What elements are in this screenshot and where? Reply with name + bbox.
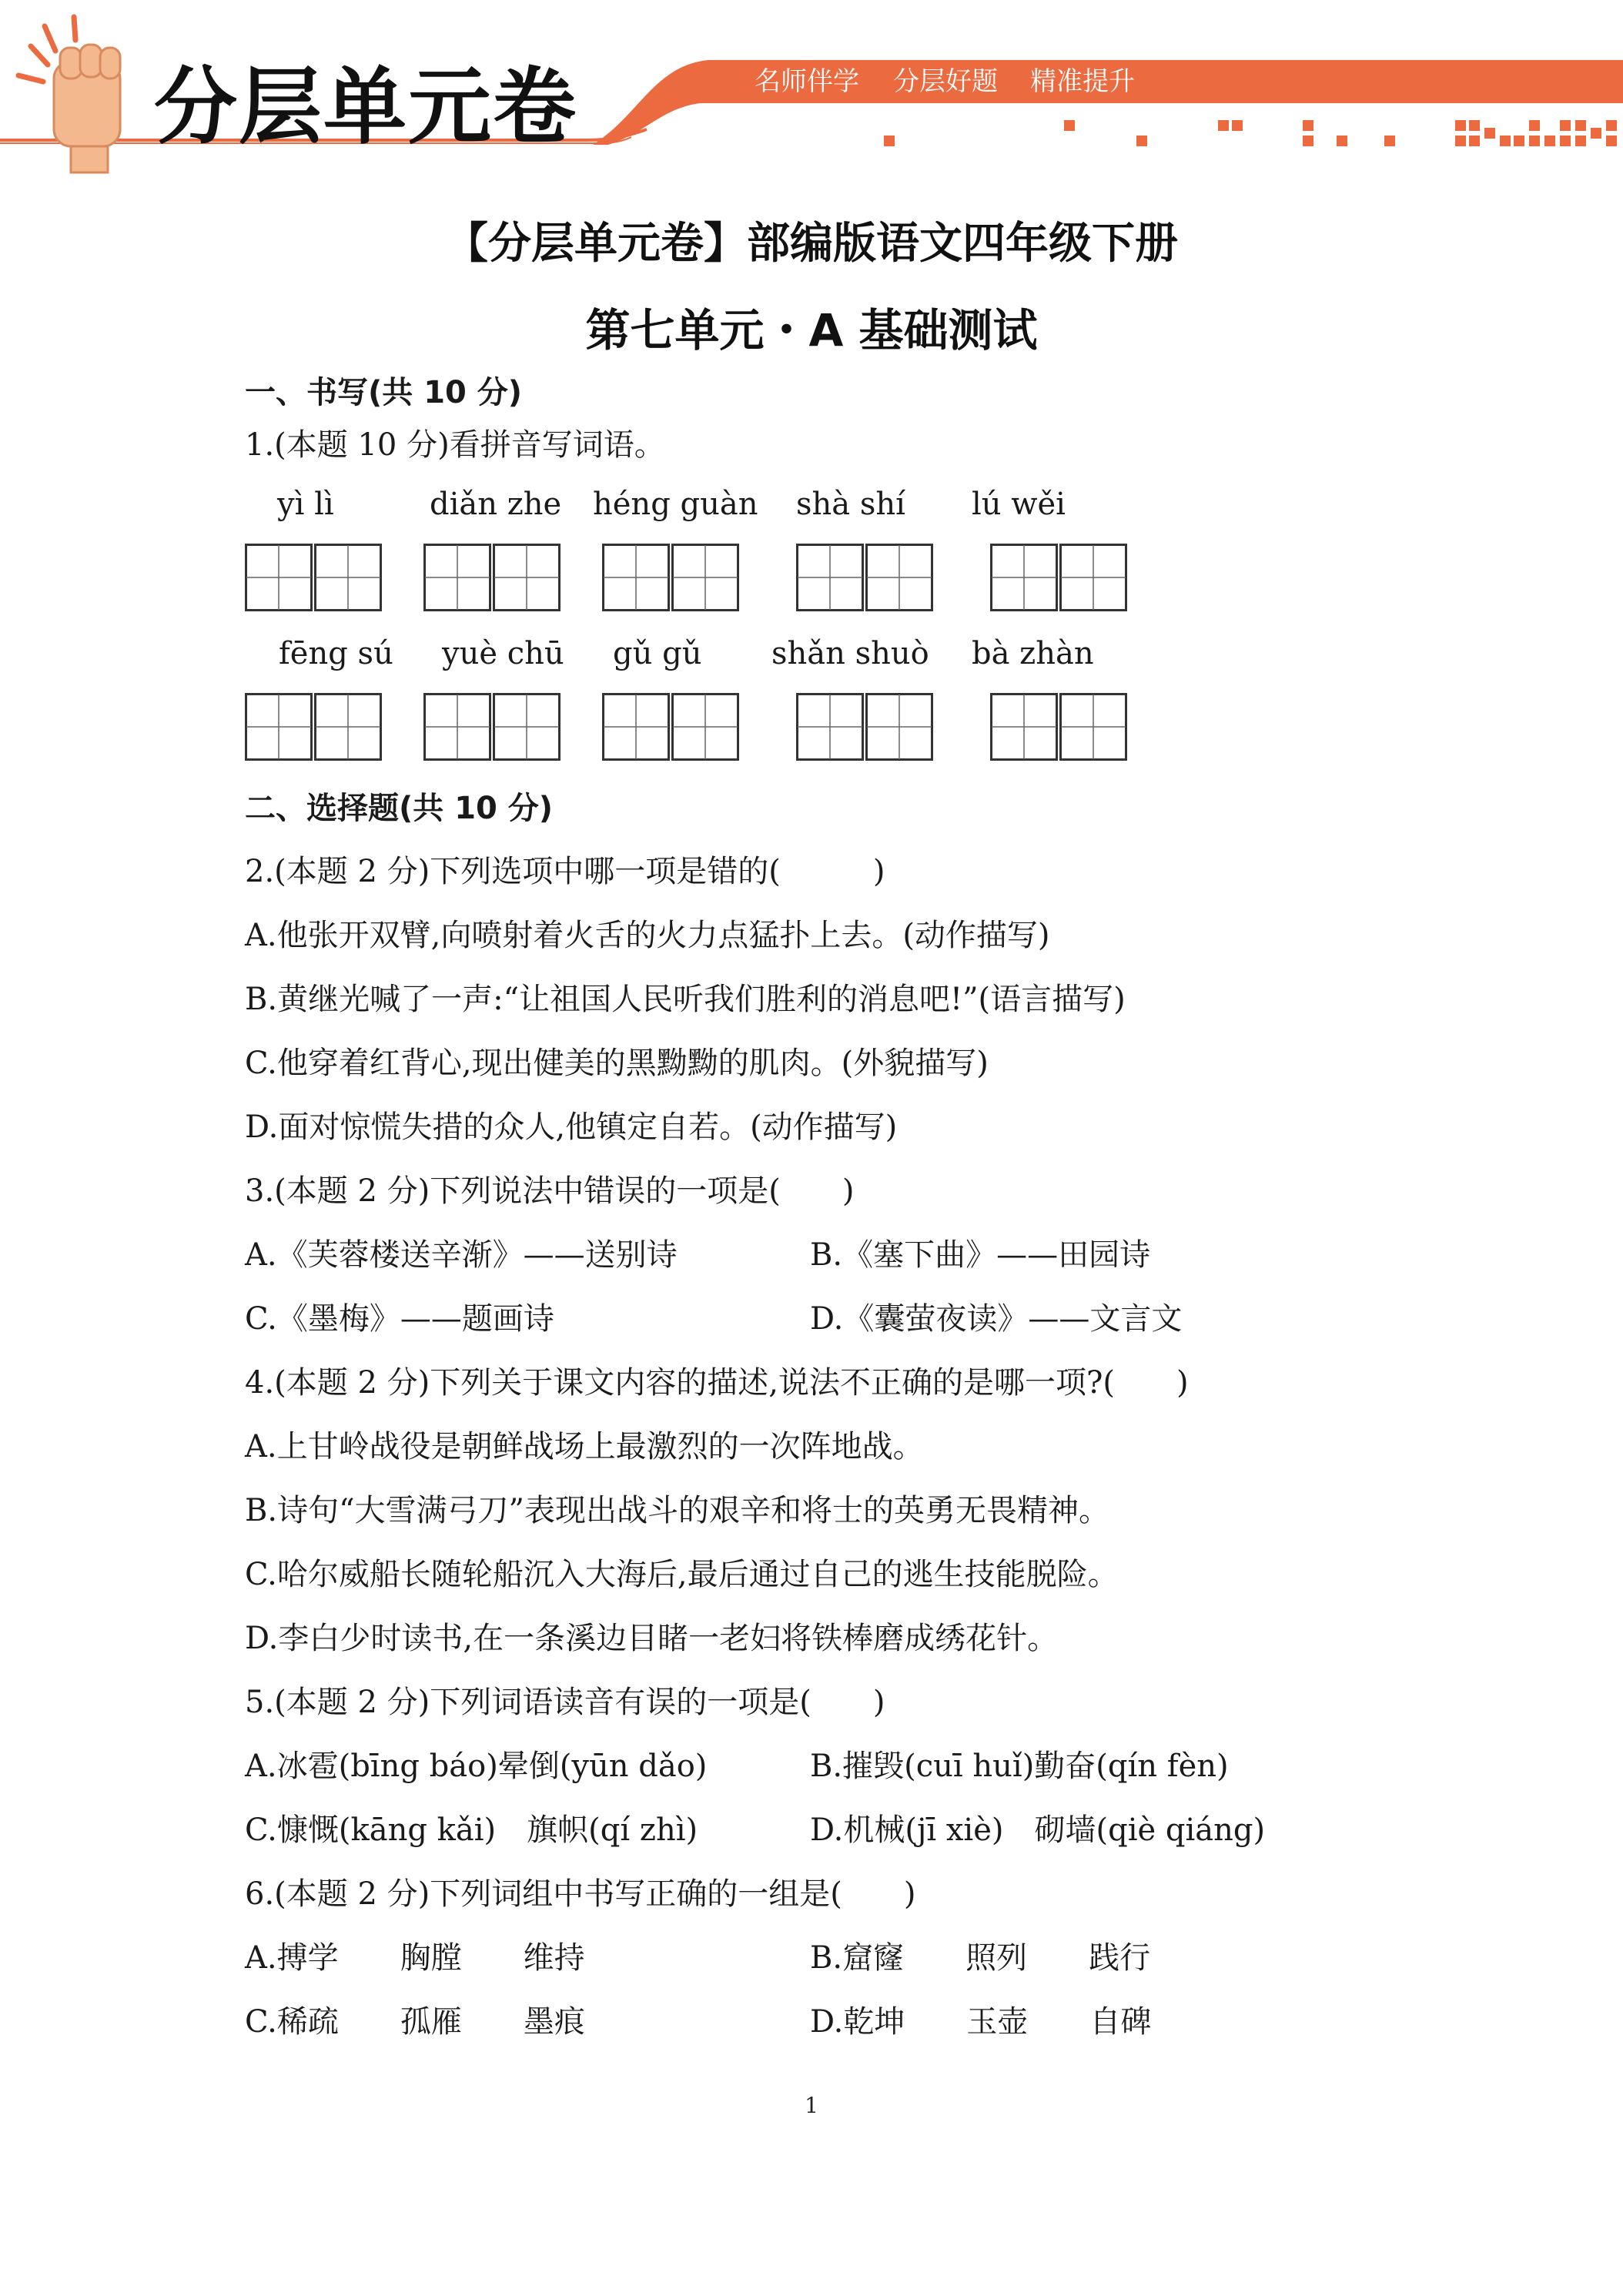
- pinyin-label: héng guàn: [593, 487, 758, 522]
- question-3-option-d[interactable]: D.《囊萤夜读》——文言文: [810, 1301, 1183, 1337]
- section-heading-writing: 一、书写(共 10 分): [245, 375, 523, 410]
- question-6-option-a[interactable]: A.搏学 胸膛 维持: [245, 1940, 585, 1976]
- question-2-option-a[interactable]: A.他张开双臂,向喷射着火舌的火力点猛扑上去。(动作描写): [245, 918, 1050, 953]
- question-4-option-c[interactable]: C.哈尔威船长随轮船沉入大海后,最后通过自己的逃生技能脱险。: [245, 1557, 1119, 1592]
- writing-grid[interactable]: [245, 693, 382, 761]
- question-6-option-d[interactable]: D.乾坤 玉壶 自碑: [810, 2004, 1152, 2040]
- question-2-option-b[interactable]: B.黄继光喊了一声:“让祖国人民听我们胜利的消息吧!”(语言描写): [245, 982, 1126, 1017]
- question-3-option-a[interactable]: A.《芙蓉楼送辛渐》——送别诗: [245, 1237, 678, 1273]
- writing-grid[interactable]: [423, 693, 561, 761]
- question-4-option-d[interactable]: D.李白少时读书,在一条溪边目睹一老妇将铁棒磨成绣花针。: [245, 1621, 1059, 1656]
- pinyin-label: shǎn shuò: [771, 636, 929, 671]
- question-5-option-d[interactable]: D.机械(jī xiè) 砌墙(qiè qiáng): [810, 1812, 1266, 1848]
- question-6-stem: 6.(本题 2 分)下列词组中书写正确的一组是( ): [245, 1876, 916, 1912]
- pinyin-label: diǎn zhe: [430, 487, 562, 522]
- slogan-3: 精准提升: [1030, 66, 1135, 97]
- writing-grid[interactable]: [796, 693, 933, 761]
- question-5-stem: 5.(本题 2 分)下列词语读音有误的一项是( ): [245, 1685, 885, 1720]
- decorative-dots: [884, 120, 1617, 146]
- writing-grid[interactable]: [990, 544, 1127, 611]
- question-1-stem: 1.(本题 10 分)看拼音写词语。: [245, 427, 665, 463]
- document-subtitle: 第七单元・A 基础测试: [585, 304, 1038, 356]
- writing-grid[interactable]: [796, 544, 933, 611]
- slogan-2: 分层好题: [893, 66, 998, 97]
- slogan-1: 名师伴学: [755, 66, 859, 97]
- question-4-option-b[interactable]: B.诗句“大雪满弓刀”表现出战斗的艰辛和将士的英勇无畏精神。: [245, 1493, 1110, 1528]
- question-6-option-c[interactable]: C.稀疏 孤雁 墨痕: [245, 2004, 585, 2040]
- pinyin-label: bà zhàn: [972, 636, 1094, 671]
- question-5-option-b[interactable]: B.摧毁(cuī huǐ)勤奋(qín fèn): [810, 1749, 1229, 1784]
- pinyin-label: fēng sú: [279, 636, 393, 671]
- page-number: 1: [805, 2093, 818, 2118]
- writing-grid[interactable]: [245, 544, 382, 611]
- question-5-option-a[interactable]: A.冰雹(bīng báo)晕倒(yūn dǎo): [245, 1749, 708, 1784]
- question-3-stem: 3.(本题 2 分)下列说法中错误的一项是( ): [245, 1173, 855, 1209]
- section-heading-choice: 二、选择题(共 10 分): [245, 791, 554, 826]
- question-4-stem: 4.(本题 2 分)下列关于课文内容的描述,说法不正确的是哪一项?( ): [245, 1365, 1189, 1401]
- fist-icon: [18, 17, 120, 172]
- writing-grid[interactable]: [602, 544, 739, 611]
- question-3-option-b[interactable]: B.《塞下曲》——田园诗: [810, 1237, 1151, 1273]
- writing-grid[interactable]: [602, 693, 739, 761]
- pinyin-label: yì lì: [277, 487, 334, 522]
- question-4-option-a[interactable]: A.上甘岭战役是朝鲜战场上最激烈的一次阵地战。: [245, 1429, 924, 1464]
- question-3-option-c[interactable]: C.《墨梅》——题画诗: [245, 1301, 554, 1337]
- pinyin-label: shà shí: [796, 487, 905, 522]
- pinyin-label: lú wěi: [972, 487, 1066, 522]
- question-2-option-c[interactable]: C.他穿着红背心,现出健美的黑黝黝的肌肉。(外貌描写): [245, 1046, 989, 1081]
- question-6-option-b[interactable]: B.窟窿 照列 践行: [810, 1940, 1151, 1976]
- question-5-option-c[interactable]: C.慷慨(kāng kǎi) 旗帜(qí zhì): [245, 1812, 698, 1848]
- document-title: 【分层单元卷】部编版语文四年级下册: [445, 219, 1178, 269]
- brand-title: 分层单元卷: [154, 59, 578, 156]
- header-banner: [0, 0, 1623, 185]
- question-2-stem: 2.(本题 2 分)下列选项中哪一项是错的( ): [245, 854, 885, 889]
- writing-grid[interactable]: [990, 693, 1127, 761]
- writing-grid[interactable]: [423, 544, 561, 611]
- pinyin-label: yuè chū: [442, 636, 564, 671]
- pinyin-label: gǔ gǔ: [613, 636, 702, 671]
- question-2-option-d[interactable]: D.面对惊慌失措的众人,他镇定自若。(动作描写): [245, 1110, 898, 1145]
